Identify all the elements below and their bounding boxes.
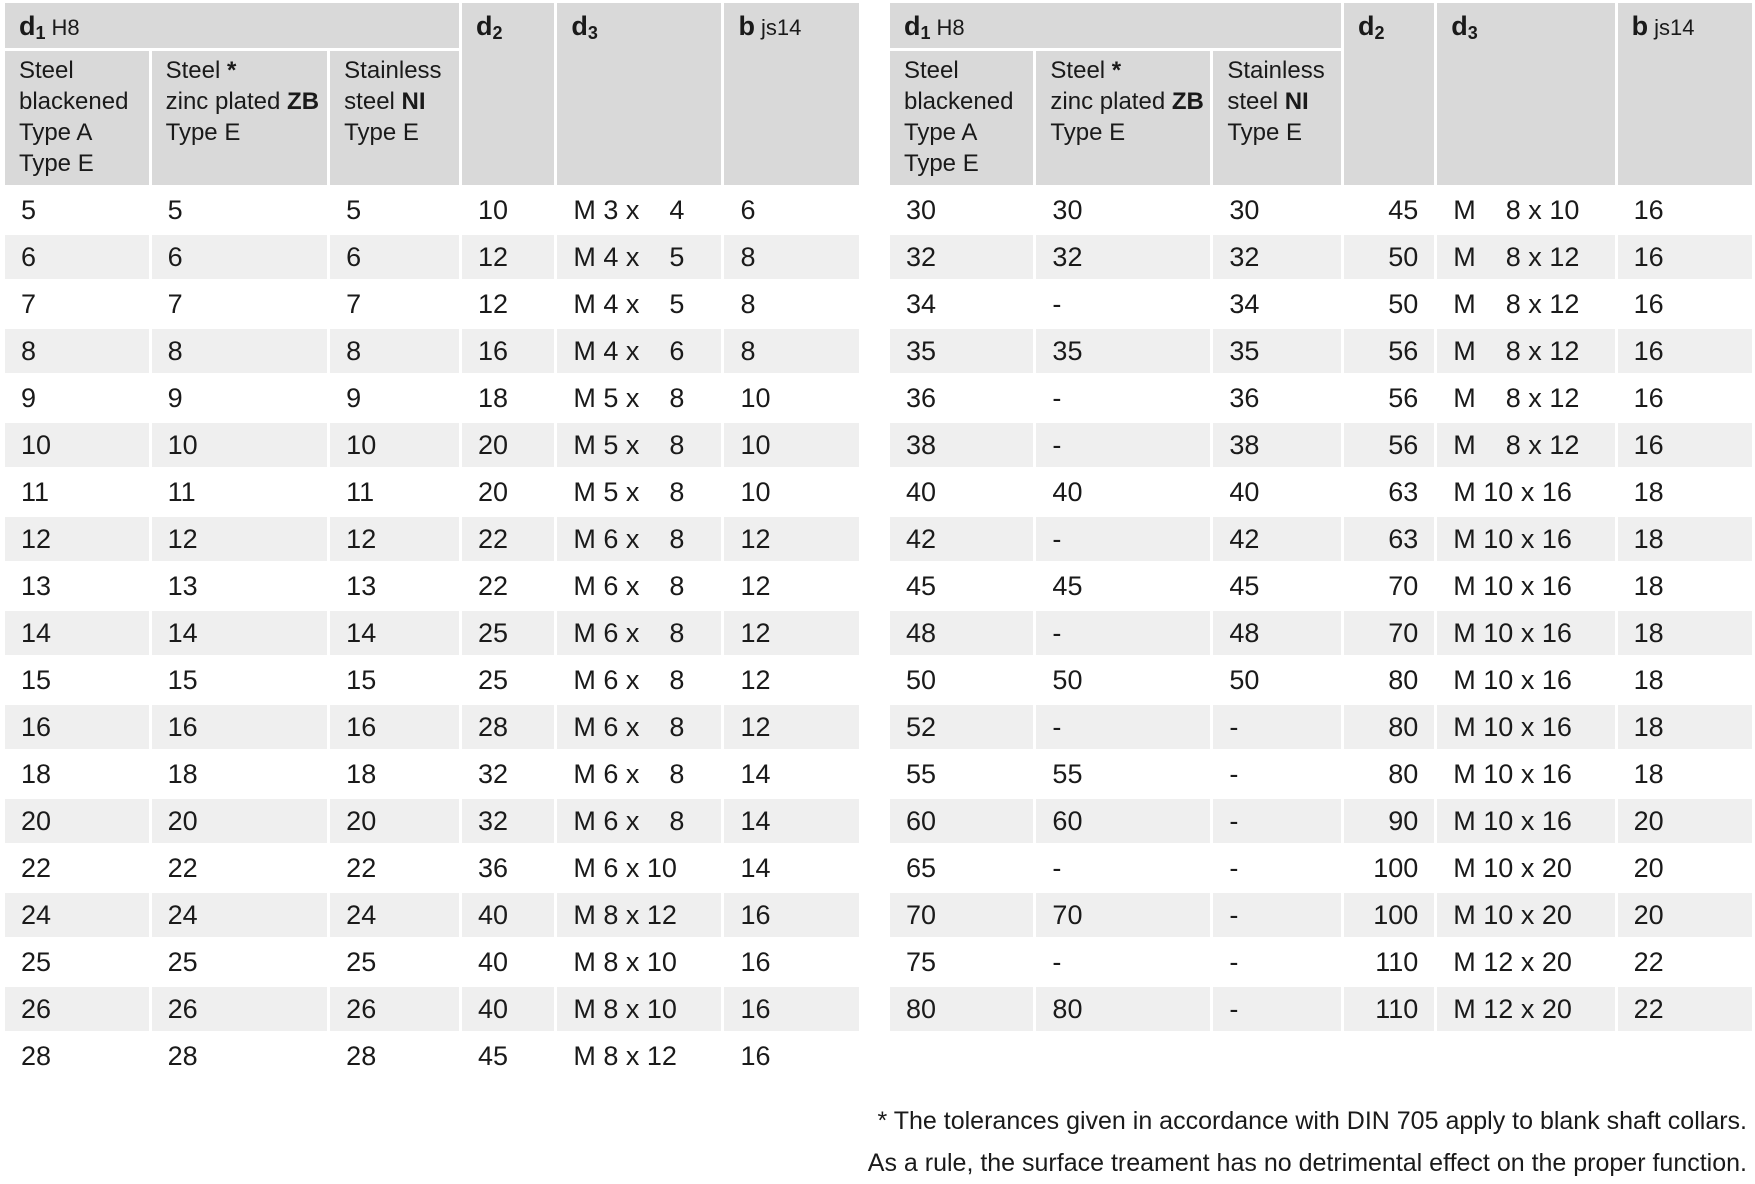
cell-d3: M 6 x 8 bbox=[557, 658, 721, 702]
cell-d1-stainless: - bbox=[1213, 893, 1341, 937]
cell-d1-stainless: 6 bbox=[330, 235, 459, 279]
cell-d1-steel-zinc: 12 bbox=[152, 517, 328, 561]
cell-d3: M 10 x 16 bbox=[1437, 564, 1614, 608]
cell-d1-steel-blackened: 30 bbox=[890, 188, 1033, 232]
cell-d2: 25 bbox=[462, 658, 554, 702]
cell-d3: M 10 x 20 bbox=[1437, 846, 1614, 890]
cell-d3: M 12 x 20 bbox=[1437, 940, 1614, 984]
cell-d3: M 5 x 8 bbox=[557, 470, 721, 514]
cell-d3: M 10 x 16 bbox=[1437, 517, 1614, 561]
cell-d1-stainless: 25 bbox=[330, 940, 459, 984]
cell-d1-stainless: 8 bbox=[330, 329, 459, 373]
cell-d2: 50 bbox=[1344, 282, 1434, 326]
cell-d3: M 10 x 16 bbox=[1437, 705, 1614, 749]
cell-d1-steel-blackened: 9 bbox=[5, 376, 149, 420]
cell-b: 12 bbox=[724, 611, 859, 655]
cell-d1-steel-blackened: 6 bbox=[5, 235, 149, 279]
header-b: b js14 bbox=[1618, 3, 1752, 185]
cell-d1-steel-zinc: - bbox=[1036, 517, 1210, 561]
cell-d3: M 6 x 8 bbox=[557, 705, 721, 749]
cell-d1-steel-zinc: 11 bbox=[152, 470, 328, 514]
cell-d1-steel-zinc: 80 bbox=[1036, 987, 1210, 1031]
cell-d2: 22 bbox=[462, 564, 554, 608]
table-row bbox=[890, 329, 1752, 373]
table-row bbox=[890, 658, 1752, 702]
cell-b: 16 bbox=[1618, 376, 1752, 420]
header-stainless-steel: Stainless steel NI Type E bbox=[330, 51, 459, 185]
table-row bbox=[890, 846, 1752, 890]
table-row bbox=[5, 517, 859, 561]
cell-b: 18 bbox=[1618, 564, 1752, 608]
table-row bbox=[890, 705, 1752, 749]
header-b: b js14 bbox=[724, 3, 859, 185]
cell-d2: 20 bbox=[462, 470, 554, 514]
cell-b: 12 bbox=[724, 658, 859, 702]
cell-d1-steel-blackened: 55 bbox=[890, 752, 1033, 796]
cell-d3: M 10 x 16 bbox=[1437, 799, 1614, 843]
cell-b: 6 bbox=[724, 188, 859, 232]
cell-d1-steel-zinc: 20 bbox=[152, 799, 328, 843]
header-d3: $d_3$ bbox=[1437, 3, 1614, 185]
cell-d1-steel-blackened: 26 bbox=[5, 987, 149, 1031]
header-d2: $d_2$ bbox=[1344, 3, 1434, 185]
cell-d1-stainless: 50 bbox=[1213, 658, 1341, 702]
cell-d1-stainless: 40 bbox=[1213, 470, 1341, 514]
header-stainless-steel: Stainless steel NI Type E bbox=[1213, 51, 1341, 185]
cell-d2: 32 bbox=[462, 799, 554, 843]
table-row bbox=[890, 470, 1752, 514]
footnote-surface-treatment: As a rule, the surface treament has no detrimental effect on the proper function. bbox=[867, 1149, 1747, 1177]
cell-d1-steel-zinc: - bbox=[1036, 611, 1210, 655]
table-row bbox=[5, 1034, 859, 1078]
cell-d1-steel-zinc: - bbox=[1036, 846, 1210, 890]
cell-d1-stainless: 15 bbox=[330, 658, 459, 702]
cell-b: 8 bbox=[724, 235, 859, 279]
table-row bbox=[5, 611, 859, 655]
cell-d1-stainless: - bbox=[1213, 846, 1341, 890]
cell-b: 12 bbox=[724, 705, 859, 749]
table-row bbox=[890, 799, 1752, 843]
cell-d1-steel-zinc: 25 bbox=[152, 940, 328, 984]
cell-b: 18 bbox=[1618, 470, 1752, 514]
cell-d1-stainless: 12 bbox=[330, 517, 459, 561]
cell-d3: M 5 x 8 bbox=[557, 376, 721, 420]
cell-d3: M 6 x 10 bbox=[557, 846, 721, 890]
cell-d3: M 6 x 8 bbox=[557, 799, 721, 843]
cell-d1-stainless: 20 bbox=[330, 799, 459, 843]
cell-d1-stainless: - bbox=[1213, 705, 1341, 749]
footnotes bbox=[868, 1100, 1747, 1184]
cell-d1-steel-blackened: 7 bbox=[5, 282, 149, 326]
cell-d1-steel-zinc: 70 bbox=[1036, 893, 1210, 937]
table-row bbox=[5, 846, 859, 890]
table-row bbox=[890, 188, 1752, 232]
cell-d3: M 4 x 5 bbox=[557, 235, 721, 279]
table-row bbox=[5, 329, 859, 373]
cell-d2: 100 bbox=[1344, 893, 1434, 937]
cell-d1-steel-blackened: 40 bbox=[890, 470, 1033, 514]
table-row bbox=[890, 235, 1752, 279]
cell-d2: 25 bbox=[462, 611, 554, 655]
cell-b: 14 bbox=[724, 752, 859, 796]
cell-d1-steel-zinc: - bbox=[1036, 940, 1210, 984]
dimension-table-left bbox=[2, 0, 862, 1081]
table-row bbox=[890, 752, 1752, 796]
table-body-right bbox=[890, 188, 1752, 1031]
table-row bbox=[5, 799, 859, 843]
table-row bbox=[890, 423, 1752, 467]
cell-d1-stainless: 14 bbox=[330, 611, 459, 655]
cell-d3: M 6 x 8 bbox=[557, 611, 721, 655]
cell-d1-steel-blackened: 8 bbox=[5, 329, 149, 373]
cell-b: 18 bbox=[1618, 705, 1752, 749]
cell-d2: 50 bbox=[1344, 235, 1434, 279]
cell-d1-stainless: 35 bbox=[1213, 329, 1341, 373]
table-row bbox=[890, 564, 1752, 608]
cell-b: 18 bbox=[1618, 658, 1752, 702]
cell-d3: M 6 x 8 bbox=[557, 752, 721, 796]
cell-d1-stainless: 16 bbox=[330, 705, 459, 749]
cell-d1-stainless: - bbox=[1213, 799, 1341, 843]
cell-d2: 12 bbox=[462, 235, 554, 279]
cell-d2: 40 bbox=[462, 987, 554, 1031]
cell-d1-steel-blackened: 14 bbox=[5, 611, 149, 655]
cell-d2: 63 bbox=[1344, 470, 1434, 514]
table-row bbox=[5, 893, 859, 937]
cell-d2: 70 bbox=[1344, 564, 1434, 608]
cell-d1-steel-blackened: 28 bbox=[5, 1034, 149, 1078]
header-d3: $d_3$ bbox=[557, 3, 721, 185]
cell-d1-steel-blackened: 36 bbox=[890, 376, 1033, 420]
cell-d1-steel-zinc: 35 bbox=[1036, 329, 1210, 373]
table-row bbox=[890, 611, 1752, 655]
cell-b: 18 bbox=[1618, 611, 1752, 655]
header-d2: $d_2$ bbox=[462, 3, 554, 185]
cell-d1-steel-blackened: 38 bbox=[890, 423, 1033, 467]
cell-d3: M 5 x 8 bbox=[557, 423, 721, 467]
cell-d1-stainless: - bbox=[1213, 752, 1341, 796]
cell-d1-steel-zinc: 32 bbox=[1036, 235, 1210, 279]
cell-d1-steel-zinc: 15 bbox=[152, 658, 328, 702]
cell-d1-steel-blackened: 32 bbox=[890, 235, 1033, 279]
header-steel-blackened: Steel blackened Type A Type E bbox=[5, 51, 149, 185]
cell-d1-steel-blackened: 35 bbox=[890, 329, 1033, 373]
cell-d1-stainless: 42 bbox=[1213, 517, 1341, 561]
table-row bbox=[5, 705, 859, 749]
cell-d1-steel-blackened: 24 bbox=[5, 893, 149, 937]
cell-d2: 100 bbox=[1344, 846, 1434, 890]
cell-d2: 56 bbox=[1344, 376, 1434, 420]
cell-d1-stainless: 45 bbox=[1213, 564, 1341, 608]
cell-d1-steel-blackened: 18 bbox=[5, 752, 149, 796]
cell-d1-stainless: 11 bbox=[330, 470, 459, 514]
cell-d2: 28 bbox=[462, 705, 554, 749]
cell-b: 8 bbox=[724, 282, 859, 326]
cell-b: 16 bbox=[1618, 235, 1752, 279]
cell-d1-stainless: 5 bbox=[330, 188, 459, 232]
cell-d3: M 10 x 16 bbox=[1437, 658, 1614, 702]
dimension-table-right bbox=[887, 0, 1755, 1034]
cell-d3: M 10 x 16 bbox=[1437, 752, 1614, 796]
table-row bbox=[890, 987, 1752, 1031]
cell-d1-steel-zinc: 16 bbox=[152, 705, 328, 749]
header-d1: $d_1$ H8 bbox=[5, 3, 459, 48]
cell-b: 16 bbox=[1618, 282, 1752, 326]
cell-d1-stainless: 26 bbox=[330, 987, 459, 1031]
cell-d2: 22 bbox=[462, 517, 554, 561]
cell-d3: M 8 x 12 bbox=[557, 1034, 721, 1078]
cell-d2: 56 bbox=[1344, 423, 1434, 467]
cell-d1-steel-blackened: 75 bbox=[890, 940, 1033, 984]
table-row bbox=[5, 752, 859, 796]
cell-d1-stainless: 24 bbox=[330, 893, 459, 937]
cell-d1-stainless: - bbox=[1213, 940, 1341, 984]
cell-b: 12 bbox=[724, 564, 859, 608]
cell-d1-stainless: 36 bbox=[1213, 376, 1341, 420]
table-body-left bbox=[5, 188, 859, 1078]
cell-d2: 45 bbox=[462, 1034, 554, 1078]
cell-b: 10 bbox=[724, 423, 859, 467]
cell-d2: 36 bbox=[462, 846, 554, 890]
cell-b: 14 bbox=[724, 799, 859, 843]
cell-d1-steel-blackened: 52 bbox=[890, 705, 1033, 749]
table-row bbox=[5, 658, 859, 702]
table-row bbox=[5, 188, 859, 232]
cell-d1-steel-blackened: 13 bbox=[5, 564, 149, 608]
cell-d1-steel-blackened: 45 bbox=[890, 564, 1033, 608]
cell-b: 22 bbox=[1618, 940, 1752, 984]
cell-d2: 18 bbox=[462, 376, 554, 420]
cell-d2: 10 bbox=[462, 188, 554, 232]
table-row bbox=[5, 987, 859, 1031]
table-row bbox=[5, 564, 859, 608]
cell-d2: 56 bbox=[1344, 329, 1434, 373]
cell-d1-steel-zinc: 26 bbox=[152, 987, 328, 1031]
cell-d1-stainless: 32 bbox=[1213, 235, 1341, 279]
footnote-tolerance: * The tolerances given in accordance with DIN 705 apply to blank shaft collars. bbox=[877, 1107, 1747, 1135]
cell-d3: M 10 x 16 bbox=[1437, 470, 1614, 514]
table-row bbox=[5, 235, 859, 279]
cell-d1-steel-zinc: - bbox=[1036, 282, 1210, 326]
cell-d1-steel-blackened: 5 bbox=[5, 188, 149, 232]
header-steel-zinc-plated: Steel * zinc plated ZB Type E bbox=[152, 51, 328, 185]
cell-d1-steel-blackened: 48 bbox=[890, 611, 1033, 655]
cell-d1-steel-blackened: 25 bbox=[5, 940, 149, 984]
cell-d3: M 8 x 12 bbox=[557, 893, 721, 937]
cell-d3: M 8 x 12 bbox=[1437, 423, 1614, 467]
cell-d1-steel-zinc: 9 bbox=[152, 376, 328, 420]
cell-d1-steel-zinc: 10 bbox=[152, 423, 328, 467]
cell-d3: M 12 x 20 bbox=[1437, 987, 1614, 1031]
cell-d1-stainless: 9 bbox=[330, 376, 459, 420]
cell-b: 20 bbox=[1618, 893, 1752, 937]
cell-d1-steel-blackened: 42 bbox=[890, 517, 1033, 561]
cell-d1-steel-zinc: 60 bbox=[1036, 799, 1210, 843]
cell-d3: M 8 x 12 bbox=[1437, 376, 1614, 420]
cell-d1-steel-blackened: 10 bbox=[5, 423, 149, 467]
table-row bbox=[890, 282, 1752, 326]
cell-d1-stainless: 34 bbox=[1213, 282, 1341, 326]
cell-d1-steel-zinc: 8 bbox=[152, 329, 328, 373]
cell-d1-steel-blackened: 22 bbox=[5, 846, 149, 890]
cell-d2: 70 bbox=[1344, 611, 1434, 655]
cell-b: 10 bbox=[724, 470, 859, 514]
table-row bbox=[5, 376, 859, 420]
cell-d3: M 6 x 8 bbox=[557, 517, 721, 561]
cell-d1-steel-zinc: 7 bbox=[152, 282, 328, 326]
cell-d1-steel-zinc: 18 bbox=[152, 752, 328, 796]
cell-b: 10 bbox=[724, 376, 859, 420]
cell-d1-steel-zinc: 28 bbox=[152, 1034, 328, 1078]
cell-d1-stainless: 38 bbox=[1213, 423, 1341, 467]
table-row bbox=[890, 940, 1752, 984]
cell-d3: M 8 x 10 bbox=[557, 987, 721, 1031]
cell-d2: 40 bbox=[462, 940, 554, 984]
cell-b: 16 bbox=[724, 893, 859, 937]
cell-d1-stainless: 18 bbox=[330, 752, 459, 796]
cell-b: 18 bbox=[1618, 752, 1752, 796]
cell-d2: 80 bbox=[1344, 752, 1434, 796]
cell-d2: 40 bbox=[462, 893, 554, 937]
cell-d1-steel-blackened: 12 bbox=[5, 517, 149, 561]
cell-d1-stainless: 48 bbox=[1213, 611, 1341, 655]
cell-b: 16 bbox=[724, 987, 859, 1031]
cell-d2: 90 bbox=[1344, 799, 1434, 843]
cell-b: 16 bbox=[1618, 423, 1752, 467]
cell-d3: M 8 x 12 bbox=[1437, 235, 1614, 279]
cell-d1-steel-blackened: 15 bbox=[5, 658, 149, 702]
cell-d3: M 8 x 12 bbox=[1437, 329, 1614, 373]
cell-d3: M 8 x 10 bbox=[557, 940, 721, 984]
cell-d2: 16 bbox=[462, 329, 554, 373]
cell-d1-stainless: 28 bbox=[330, 1034, 459, 1078]
cell-b: 18 bbox=[1618, 517, 1752, 561]
cell-d3: M 6 x 8 bbox=[557, 564, 721, 608]
cell-d3: M 10 x 20 bbox=[1437, 893, 1614, 937]
cell-b: 16 bbox=[724, 1034, 859, 1078]
cell-d2: 110 bbox=[1344, 987, 1434, 1031]
cell-d1-steel-zinc: - bbox=[1036, 423, 1210, 467]
cell-d1-steel-zinc: 45 bbox=[1036, 564, 1210, 608]
cell-d3: M 3 x 4 bbox=[557, 188, 721, 232]
cell-d2: 80 bbox=[1344, 658, 1434, 702]
cell-d1-stainless: 22 bbox=[330, 846, 459, 890]
cell-b: 16 bbox=[1618, 188, 1752, 232]
cell-d1-steel-zinc: 55 bbox=[1036, 752, 1210, 796]
cell-d1-steel-zinc: 5 bbox=[152, 188, 328, 232]
cell-d1-steel-zinc: 24 bbox=[152, 893, 328, 937]
cell-d1-steel-blackened: 60 bbox=[890, 799, 1033, 843]
cell-d1-stainless: 7 bbox=[330, 282, 459, 326]
cell-d2: 63 bbox=[1344, 517, 1434, 561]
cell-d1-steel-blackened: 16 bbox=[5, 705, 149, 749]
table-row bbox=[890, 517, 1752, 561]
header-steel-zinc-plated: Steel * zinc plated ZB Type E bbox=[1036, 51, 1210, 185]
table-row bbox=[5, 940, 859, 984]
cell-d1-steel-zinc: 40 bbox=[1036, 470, 1210, 514]
cell-d1-steel-zinc: 50 bbox=[1036, 658, 1210, 702]
cell-b: 14 bbox=[724, 846, 859, 890]
cell-b: 12 bbox=[724, 517, 859, 561]
cell-d1-steel-blackened: 70 bbox=[890, 893, 1033, 937]
cell-d1-steel-blackened: 65 bbox=[890, 846, 1033, 890]
cell-d1-steel-zinc: 22 bbox=[152, 846, 328, 890]
table-row bbox=[5, 423, 859, 467]
cell-d1-stainless: 10 bbox=[330, 423, 459, 467]
cell-b: 20 bbox=[1618, 846, 1752, 890]
cell-d2: 45 bbox=[1344, 188, 1434, 232]
table-row bbox=[5, 282, 859, 326]
cell-d3: M 8 x 12 bbox=[1437, 282, 1614, 326]
cell-d3: M 10 x 16 bbox=[1437, 611, 1614, 655]
cell-d3: M 4 x 6 bbox=[557, 329, 721, 373]
cell-d1-steel-zinc: 14 bbox=[152, 611, 328, 655]
cell-d1-steel-blackened: 34 bbox=[890, 282, 1033, 326]
cell-d2: 110 bbox=[1344, 940, 1434, 984]
cell-d1-steel-zinc: 13 bbox=[152, 564, 328, 608]
header-steel-blackened: Steel blackened Type A Type E bbox=[890, 51, 1033, 185]
cell-b: 22 bbox=[1618, 987, 1752, 1031]
table-row bbox=[5, 470, 859, 514]
cell-d1-stainless: 13 bbox=[330, 564, 459, 608]
cell-d2: 12 bbox=[462, 282, 554, 326]
cell-b: 8 bbox=[724, 329, 859, 373]
cell-d3: M 8 x 10 bbox=[1437, 188, 1614, 232]
table-row bbox=[890, 893, 1752, 937]
cell-d2: 20 bbox=[462, 423, 554, 467]
cell-d1-steel-zinc: 6 bbox=[152, 235, 328, 279]
cell-d1-steel-zinc: 30 bbox=[1036, 188, 1210, 232]
cell-d1-steel-blackened: 80 bbox=[890, 987, 1033, 1031]
header-d1: $d_1$ H8 bbox=[890, 3, 1341, 48]
cell-d2: 80 bbox=[1344, 705, 1434, 749]
cell-d2: 32 bbox=[462, 752, 554, 796]
cell-d1-steel-zinc: - bbox=[1036, 705, 1210, 749]
cell-d1-steel-blackened: 11 bbox=[5, 470, 149, 514]
cell-d1-steel-zinc: - bbox=[1036, 376, 1210, 420]
cell-b: 16 bbox=[724, 940, 859, 984]
cell-d1-steel-blackened: 50 bbox=[890, 658, 1033, 702]
cell-d1-steel-blackened: 20 bbox=[5, 799, 149, 843]
cell-d1-stainless: 30 bbox=[1213, 188, 1341, 232]
cell-d3: M 4 x 5 bbox=[557, 282, 721, 326]
cell-d1-stainless: - bbox=[1213, 987, 1341, 1031]
cell-b: 16 bbox=[1618, 329, 1752, 373]
table-row bbox=[890, 376, 1752, 420]
cell-b: 20 bbox=[1618, 799, 1752, 843]
